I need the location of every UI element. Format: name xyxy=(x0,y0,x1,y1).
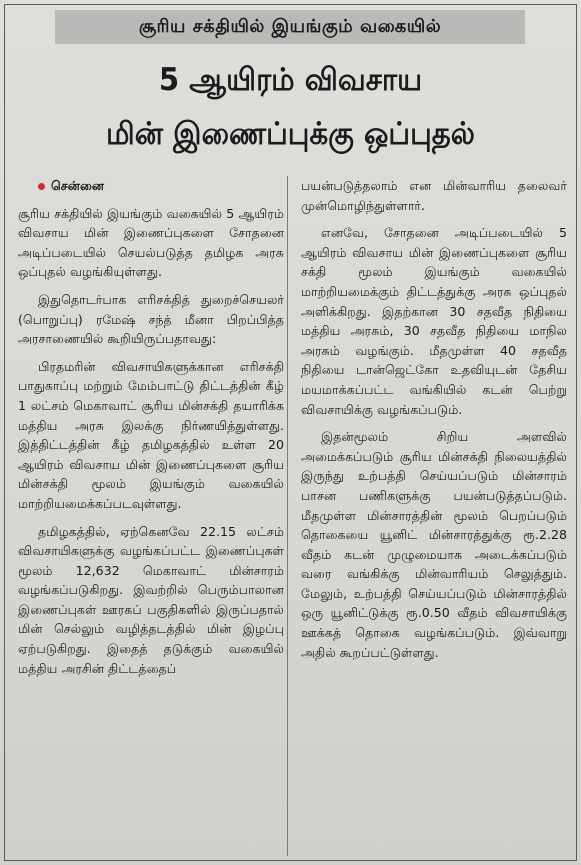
dateline xyxy=(18,176,284,196)
headline-line-2: மின் இணைப்புக்கு ஒப்புதல் xyxy=(106,116,475,152)
paragraph: பயன்படுத்தலாம் என மின்வாரிய தலைவர் முன்மொழிந்துள்ளார். xyxy=(301,178,567,213)
left-column xyxy=(18,176,284,858)
paragraph: இதுதொடர்பாக எரிசக்தித் துறைச்செயலர் (பொறுப்பு) ரமேஷ் சந்த் மீனா பிறப்பித்த அரசாணையில் கூறியிருப்பதாவது: xyxy=(18,291,284,347)
column-divider xyxy=(287,176,288,856)
paragraph: சூரிய சக்தியில் இயங்கும் வகையில் 5 ஆயிரம் விவசாய மின் இணைப்புகளை சோதனை அடிப்படையில் செயல்படுத்த தமிழக அரசு ஒப்புதல் வழங்கியுள்ளது. xyxy=(18,205,284,280)
red-bullet-icon xyxy=(38,183,45,190)
paragraph: பிரதமரின் விவசாயிகளுக்கான எரிசக்தி பாதுகாப்பு மற்றும் மேம்பாட்டு திட்டத்தின் கீழ் 1 லட்சம் மெகாவாட் சூரிய மின்சக்தி தயாரிக்க மத்திய அரசு இலக்கு நிர்ணயித்துள்ளது. இத்திட்டத்தின் கீழ் தமிழகத்தில் உள்ள 20 ஆயிரம் விவசாய மின் இணைப்புகளை சூரிய மின்சக்தி மூலம் இயங்கும் வகையில் மாற்றியமைக்கப்படவுள்ளது. xyxy=(18,358,284,511)
headline-line-1: 5 ஆயிரம் விவசாய xyxy=(158,62,423,98)
dateline-text: சென்னை xyxy=(51,178,105,193)
paragraph: தமிழகத்தில், ஏற்கெனவே 22.15 லட்சம் விவசாயிகளுக்கு வழங்கப்பட்ட இணைப்புகள் மூலம் 12,632 மெகாவாட் மின்சாரம் வழங்கப்படுகிறது. இவற்றில் பெரும்பாலான இணைப்புகள் ஊரகப் பகுதிகளில் இருப்பதால் மின் செல்லும் வழித்தடத்தில் மின் இழப்பு ஏற்படுகிறது. இதைத் தடுக்கும் வகையில் மத்திய அரசின் திட்டத்தைப் xyxy=(18,523,284,676)
paragraph: இதன்மூலம் சிறிய அளவில் அமைக்கப்படும் சூரிய மின்சக்தி நிலையத்தில் இருந்து உற்பத்தி செய்யப்படும் மின்சாரம் பாசன பணிகளுக்கு பயன்படுத்தப்படும். மீதமுள்ள மின்சாரத்தின் மூலம் பெறப்படும் தொகையை யூனிட் மின்சாரத்துக்கு ரூ.2.28 வீதம் கடன் முழுமையாக அடைக்கப்படும் வரை வங்கிக்கு மின்வாரியம் செலுத்தும். மேலும், உற்பத்தி செய்யப்படும் மின்சாரத்தில் ஒரு யூனிட்டுக்கு ரூ.0.50 வீதம் விவசாயிக்கு ஊக்கத் தொகை வழங்கப்படும். இவ்வாறு அதில் கூறப்பட்டுள்ளது. xyxy=(301,429,567,660)
paragraph: எனவே, சோதனை அடிப்படையில் 5 ஆயிரம் விவசாய மின் இணைப்புகளை சூரிய சக்தி மூலம் இயங்கும் வகையில் மாற்றியமைக்கும் திட்டத்துக்கு அரசு ஒப்புதல் அளிக்கிறது. இதற்கான 30 சதவீத நிதியை மத்திய அரசும், 30 சதவீத நிதியை மாநில அரசும் வழங்கும். மீதமுள்ள 40 சதவீத நிதியை டான்ஜெட்கோ உதவியுடன் தேசிய மயமாக்கப்பட்ட வங்கியில் கடன் பெற்று விவசாயிக்கு வழங்கப்படும். xyxy=(301,225,567,417)
right-column xyxy=(301,176,567,858)
kicker-banner: சூரிய சக்தியில் இயங்கும் வகையில் xyxy=(55,10,525,44)
